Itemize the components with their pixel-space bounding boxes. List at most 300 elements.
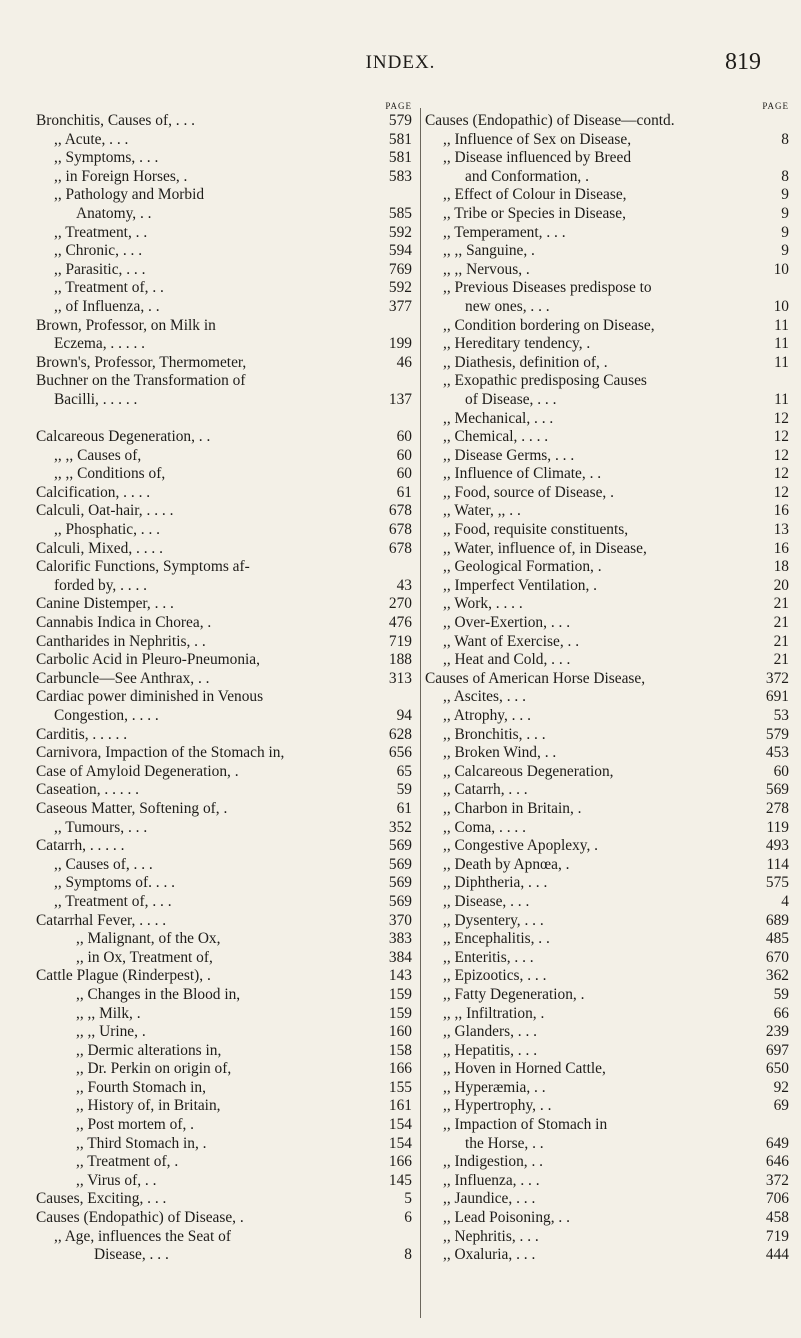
index-entry [425,465,793,484]
entry-text: ,, Parasitic, . . . [54,260,146,278]
index-entry [425,242,793,261]
entry-text: ,, Calcareous Degeneration, [443,762,614,780]
index-entry [425,317,793,336]
entry-text: ,, Symptoms, . . . [54,149,159,167]
entry-text: ,, Epizootics, . . . [443,967,547,985]
index-entry [425,298,793,317]
entry-text: ,, Age, influences the Seat of [54,1227,231,1245]
index-entry [425,1079,793,1098]
index-entry [36,986,416,1005]
entry-page: 579 [765,725,789,743]
entry-text: Canine Distemper, . . . [36,595,174,613]
entry-text: ,, Water, influence of, in Disease, [443,539,647,557]
index-entry [36,595,416,614]
entry-text: ,, Hoven in Horned Cattle, [443,1060,606,1078]
entry-page: 16 [773,502,789,520]
index-entry [425,447,793,466]
entry-text: ,, Food, source of Disease, . [443,483,614,501]
entry-text: forded by, . . . . [54,576,148,594]
index-entry [36,1228,416,1247]
entry-text: new ones, . . . [465,297,550,315]
entry-page: 697 [765,1041,789,1059]
index-entry [425,800,793,819]
index-entry [425,707,793,726]
entry-text: ,, Hypertrophy, . . [443,1097,552,1115]
entry-text: ,, ,, Urine, . [76,1023,146,1041]
entry-text: ,, Glanders, . . . [443,1023,538,1041]
entry-text: ,, Phosphatic, . . . [54,521,161,539]
index-entry [425,651,793,670]
index-entry [36,1060,416,1079]
entry-text: ,, Disease, . . . [443,892,530,910]
index-entry [36,949,416,968]
index-entry [425,372,793,391]
index-entry [425,558,793,577]
entry-text: ,, Dr. Perkin on origin of, [76,1060,232,1078]
entry-text: ,, Influence of Climate, . . [443,465,602,483]
index-entry [425,893,793,912]
entry-page: 21 [773,651,789,669]
index-entry [36,1097,416,1116]
entry-page: 60 [396,428,412,446]
entry-text: ,, Impaction of Stomach in [443,1116,608,1134]
entry-text: Carbolic Acid in Pleuro-Pneumonia, [36,651,260,669]
index-entry [36,707,416,726]
entry-text: Carditis, . . . . . [36,725,128,743]
right-page-label: PAGE [762,101,789,111]
index-entry [425,354,793,373]
entry-page: 649 [765,1134,789,1152]
entry-page: 362 [765,967,789,985]
entry-page: 69 [773,1097,789,1115]
index-entry [425,856,793,875]
index-entry [36,261,416,280]
entry-text: ,, Coma, . . . . [443,818,526,836]
entry-text: ,, Chronic, . . . [54,242,143,260]
entry-text: ,, ,, Nervous, . [443,260,530,278]
left-page-label: PAGE [385,101,412,111]
index-entry [425,391,793,410]
index-entry [36,651,416,670]
entry-text: ,, Disease Germs, . . . [443,446,575,464]
index-entry [36,540,416,559]
entry-page: 20 [773,576,789,594]
entry-text: ,, Treatment of, . . . [54,892,172,910]
entry-page: 583 [388,167,412,185]
entry-text: ,, Treatment, . . [54,223,148,241]
index-entry [36,558,416,577]
entry-page: 94 [396,707,412,724]
entry-text: ,, Oxaluria, . . . [443,1246,536,1264]
entry-page: 239 [765,1023,789,1041]
entry-page: 458 [765,1209,789,1227]
entry-text: ,, Geological Formation, . [443,558,602,576]
entry-page: 650 [765,1060,789,1078]
index-entry [425,837,793,856]
entry-text: ,, Condition bordering on Disease, [443,316,655,334]
entry-text: Causes, Exciting, . . . [36,1190,167,1208]
entry-text: ,, ,, Sanguine, . [443,242,535,260]
index-entry [36,1246,416,1265]
entry-page: 476 [388,614,412,632]
index-entry [36,502,416,521]
index-entry [36,837,416,856]
index-entry [36,428,416,447]
entry-text: ,, Indigestion, . . [443,1153,544,1171]
entry-page: 166 [388,1153,412,1171]
entry-page: 21 [773,632,789,650]
left-entries [36,112,416,1265]
index-entry [425,912,793,931]
entry-page: 485 [765,930,789,948]
entry-page: 60 [396,465,412,483]
entry-text: ,, Diathesis, definition of, . [443,353,608,371]
entry-page: 575 [765,874,789,892]
entry-page: 145 [388,1171,412,1189]
index-entry [36,484,416,503]
entry-page: 569 [388,855,412,873]
entry-page: 569 [388,892,412,910]
index-entry [36,465,416,484]
entry-page: 579 [388,112,412,129]
index-entry [36,1042,416,1061]
index-entry [36,298,416,317]
entry-text: ,, ,, Conditions of, [54,465,166,483]
entry-page: 678 [388,502,412,520]
index-entry [36,372,416,391]
index-entry [36,279,416,298]
entry-page: 670 [765,948,789,966]
index-entry [36,744,416,763]
index-entry [425,967,793,986]
index-entry [36,930,416,949]
entry-page: 569 [765,781,789,799]
entry-text: Cannabis Indica in Chorea, . [36,614,212,632]
entry-text: ,, Chemical, . . . . [443,428,549,446]
index-entry [425,688,793,707]
index-entry [425,186,793,205]
entry-text: ,, Ascites, . . . [443,688,526,706]
column-divider [420,108,421,1318]
entry-text: ,, Food, requisite constituents, [443,521,629,539]
entry-page: 8 [404,1246,412,1264]
entry-text: ,, in Foreign Horses, . [54,167,188,185]
index-entry [425,577,793,596]
index-entry [36,224,416,243]
entry-page: 66 [773,1004,789,1022]
entry-page: 13 [773,521,789,539]
entry-page: 60 [396,446,412,464]
entry-text: ,, Congestive Apoplexy, . [443,837,599,855]
entry-text: ,, Atrophy, . . . [443,707,531,724]
index-entry [425,540,793,559]
entry-text: Catarrhal Fever, . . . . [36,911,167,929]
entry-page: 569 [388,837,412,855]
index-entry [36,800,416,819]
entry-text: ,, Influenza, . . . [443,1171,540,1189]
index-entry [425,168,793,187]
index-entry [36,819,416,838]
entry-text: Calcareous Degeneration, . . [36,428,211,446]
entry-page: 377 [388,297,412,315]
index-entry [425,744,793,763]
entry-page: 154 [388,1134,412,1152]
index-entry [425,205,793,224]
entry-page: 646 [765,1153,789,1171]
index-entry [425,1023,793,1042]
index-entry [425,261,793,280]
entry-text: and Conformation, . [465,167,589,185]
entry-page: 159 [388,1004,412,1022]
entry-text: ,, Over-Exertion, . . . [443,614,571,632]
entry-text: Calculi, Oat-hair, . . . . [36,502,174,520]
index-entry [36,1005,416,1024]
entry-page: 9 [781,242,789,260]
entry-page: 12 [773,409,789,427]
entry-text: Catarrh, . . . . . [36,837,125,855]
entry-page: 119 [766,818,789,836]
entry-text: ,, ,, Causes of, [54,446,142,464]
entry-text: ,, Dermic alterations in, [76,1041,222,1059]
entry-text: ,, Bronchitis, . . . [443,725,546,743]
entry-text: Eczema, . . . . . [54,335,146,353]
entry-text: ,, Nephritis, . . . [443,1227,539,1245]
entry-text: ,, Previous Diseases predispose to [443,279,652,297]
entry-page: 199 [388,335,412,353]
index-entry [36,781,416,800]
entry-page: 689 [765,911,789,929]
entry-page: 43 [396,576,412,594]
entry-text: Calorific Functions, Symptoms af- [36,558,250,576]
index-entry [36,1023,416,1042]
entry-page: 270 [388,595,412,613]
entry-page: 9 [781,186,789,204]
entry-text: ,, Catarrh, . . . [443,781,528,799]
entry-page: 719 [388,632,412,650]
entry-text: ,, Mechanical, . . . [443,409,554,427]
entry-text: Cattle Plague (Rinderpest), . [36,967,211,985]
entry-page: 9 [781,204,789,222]
index-entry [425,1116,793,1135]
entry-page: 18 [773,558,789,576]
entry-page: 678 [388,539,412,557]
entry-text: Calcification, . . . . [36,483,151,501]
index-entry [36,1190,416,1209]
entry-page: 581 [388,149,412,167]
entry-text: Cardiac power diminished in Venous [36,688,264,706]
index-entry [36,967,416,986]
entry-page: 278 [765,799,789,817]
entry-page: 155 [388,1078,412,1096]
entry-text: ,, Tumours, . . . [54,818,148,836]
right-column [425,101,793,1265]
entry-page: 160 [388,1023,412,1041]
index-entry [36,168,416,187]
entry-page: 592 [388,223,412,241]
entry-text: ,, of Influenza, . . [54,297,160,315]
entry-text: ,, Third Stomach in, . [76,1134,207,1152]
index-entry [36,205,416,224]
index-entry [425,1060,793,1079]
index-entry [36,1116,416,1135]
entry-text: ,, Encephalitis, . . [443,930,550,948]
index-entry [36,335,416,354]
entry-text: ,, History of, in Britain, [76,1097,221,1115]
entry-text: ,, Changes in the Blood in, [76,985,241,1003]
entry-page: 594 [388,242,412,260]
entry-text: ,, Treatment of, . [76,1153,179,1171]
index-entry [425,1153,793,1172]
index-entry [425,1209,793,1228]
entry-text: Carbuncle—See Anthrax, . . [36,669,210,687]
entry-text: ,, Treatment of, . . [54,279,164,297]
entry-text: of Disease, . . . [465,390,557,408]
entry-page: 9 [781,223,789,241]
index-entry [36,131,416,150]
entry-page: 11 [774,335,789,353]
entry-page: 11 [774,353,789,371]
entry-text: ,, Exopathic predisposing Causes [443,372,647,390]
entry-text: Buchner on the Transformation of [36,372,246,390]
entry-page: 159 [388,985,412,1003]
entry-page: 65 [396,762,412,780]
index-entry [36,1135,416,1154]
entry-text: ,, Hereditary tendency, . [443,335,591,353]
index-entry [425,781,793,800]
entry-text: Caseation, . . . . . [36,781,140,799]
index-entry [36,112,416,131]
index-entry [36,893,416,912]
entry-text: the Horse, . . [465,1134,544,1152]
index-entry [36,577,416,596]
index-entry [425,1097,793,1116]
index-entry [425,819,793,838]
entry-text: ,, Temperament, . . . [443,223,566,241]
entry-text: ,, Effect of Colour in Disease, [443,186,627,204]
left-column [36,101,416,1265]
entry-text: ,, Virus of, . . [76,1171,157,1189]
index-entry [425,930,793,949]
entry-page: 678 [388,521,412,539]
index-entry [36,912,416,931]
entry-page: 769 [388,260,412,278]
index-entry [36,521,416,540]
entry-page: 154 [388,1116,412,1134]
entry-text: ,, Pathology and Morbid [54,186,205,204]
index-entry [425,1190,793,1209]
entry-page: 61 [396,483,412,501]
entry-page: 384 [388,948,412,966]
right-entries [425,112,793,1265]
entry-text: ,, Work, . . . . [443,595,523,613]
index-entry [425,410,793,429]
entry-text: ,, Broken Wind, . . [443,744,557,762]
entry-text: ,, Lead Poisoning, . . [443,1209,570,1227]
index-entry [425,874,793,893]
entry-text: ,, Death by Apnœa, . [443,855,570,873]
entry-page: 6 [404,1209,412,1227]
entry-page: 372 [765,1171,789,1189]
index-entry [425,670,793,689]
entry-text: Cantharides in Nephritis, . . [36,632,206,650]
index-entry [36,1172,416,1191]
entry-text: ,, Malignant, of the Ox, [76,930,221,948]
entry-page: 12 [773,446,789,464]
entry-text: Bacilli, . . . . . [54,390,138,408]
entry-page: 656 [388,744,412,762]
entry-text: Causes of American Horse Disease, [425,669,646,687]
entry-text: ,, Enteritis, . . . [443,948,534,966]
entry-page: 706 [765,1190,789,1208]
index-entry [36,726,416,745]
entry-text: ,, Dysentery, . . . [443,911,544,929]
entry-text: ,, in Ox, Treatment of, [76,948,213,966]
index-entry [36,633,416,652]
index-entry [36,614,416,633]
index-entry [425,1228,793,1247]
index-entry [36,317,416,336]
entry-text: Causes (Endopathic) of Disease—contd. [425,112,675,129]
entry-text: ,, Tribe or Species in Disease, [443,204,626,222]
index-entry [425,484,793,503]
entry-page: 59 [773,985,789,1003]
entry-text: Bronchitis, Causes of, . . . [36,112,196,129]
entry-page: 4 [781,892,789,910]
entry-page: 188 [388,651,412,669]
entry-page: 691 [765,688,789,706]
index-entry [36,242,416,261]
entry-page: 137 [388,390,412,408]
entry-text: Caseous Matter, Softening of, . [36,799,228,817]
index-entry [36,354,416,373]
entry-page: 59 [396,781,412,799]
index-entry [425,949,793,968]
entry-page: 453 [765,744,789,762]
index-entry [425,595,793,614]
entry-page: 46 [396,353,412,371]
entry-text: ,, Jaundice, . . . [443,1190,536,1208]
entry-page: 585 [388,204,412,222]
index-entry [425,633,793,652]
entry-text: ,, Water, ,, . . [443,502,521,520]
entry-text: ,, Influence of Sex on Disease, [443,130,632,148]
index-entry [36,763,416,782]
index-entry [425,614,793,633]
index-entry [425,1246,793,1265]
entry-text: Causes (Endopathic) of Disease, . [36,1209,244,1227]
entry-text: Calculi, Mixed, . . . . [36,539,163,557]
entry-page: 383 [388,930,412,948]
entry-text: ,, Disease influenced by Breed [443,149,632,167]
entry-text: ,, Fourth Stomach in, [76,1078,206,1096]
entry-page: 161 [388,1097,412,1115]
index-entry [36,1153,416,1172]
index-entry [425,502,793,521]
page-number: 819 [725,49,761,75]
entry-page: 21 [773,595,789,613]
entry-text: ,, Want of Exercise, . . [443,632,580,650]
entry-text: Case of Amyloid Degeneration, . [36,762,239,780]
entry-page: 61 [396,799,412,817]
entry-page: 372 [765,669,789,687]
entry-text: Carnivora, Impaction of the Stomach in, [36,744,285,762]
entry-page: 21 [773,614,789,632]
entry-page: 370 [388,911,412,929]
entry-text: Brown, Professor, on Milk in [36,316,216,334]
entry-text: ,, ,, Infiltration, . [443,1004,545,1022]
index-entry [36,1209,416,1228]
entry-page: 11 [774,316,789,334]
